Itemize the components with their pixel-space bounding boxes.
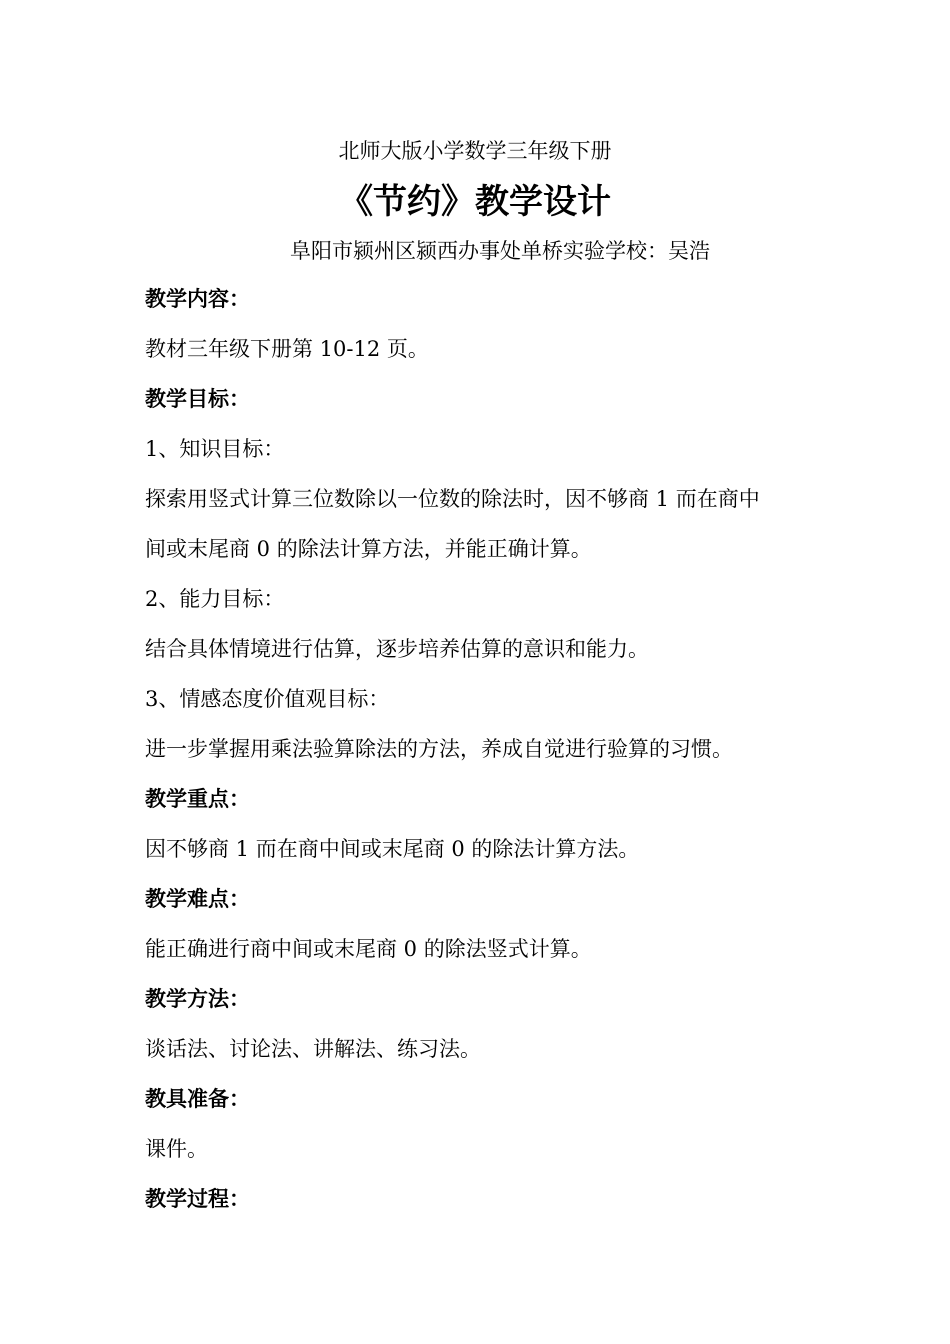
objective-knowledge-text-2: 间或末尾商 0 的除法计算方法，并能正确计算。: [145, 537, 592, 561]
objective-knowledge-label: 1、知识目标：: [145, 437, 285, 461]
section-heading-objectives: 教学目标：: [145, 386, 250, 411]
methods-text: 谈话法、讨论法、讲解法、练习法。: [145, 1037, 481, 1061]
content-text: 教材三年级下册第 10-12 页。: [145, 337, 429, 361]
section-heading-difficulties: 教学难点：: [145, 886, 250, 911]
document-body: [145, 284, 825, 1234]
section-heading-process: 教学过程：: [145, 1186, 250, 1211]
document-author: 阜阳市颍州区颍西办事处单桥实验学校：吴浩: [290, 239, 710, 263]
materials-text: 课件。: [145, 1137, 208, 1161]
key-points-text: 因不够商 1 而在商中间或末尾商 0 的除法计算方法。: [145, 837, 640, 861]
objective-ability-text: 结合具体情境进行估算，逐步培养估算的意识和能力。: [145, 637, 649, 661]
document-subtitle: 北师大版小学数学三年级下册: [338, 139, 612, 163]
objective-knowledge-text-1: 探索用竖式计算三位数除以一位数的除法时，因不够商 1 而在商中: [145, 487, 760, 511]
section-heading-methods: 教学方法：: [145, 986, 250, 1011]
document-title: 《节约》教学设计: [339, 182, 611, 222]
difficulties-text: 能正确进行商中间或末尾商 0 的除法竖式计算。: [145, 937, 592, 961]
objective-ability-label: 2、能力目标：: [145, 587, 285, 611]
section-heading-materials: 教具准备：: [145, 1086, 250, 1111]
section-heading-key-points: 教学重点：: [145, 786, 250, 811]
section-heading-content: 教学内容：: [145, 286, 250, 311]
objective-attitude-text: 进一步掌握用乘法验算除法的方法，养成自觉进行验算的习惯。: [145, 737, 733, 761]
objective-attitude-label: 3、情感态度价值观目标：: [145, 687, 390, 711]
